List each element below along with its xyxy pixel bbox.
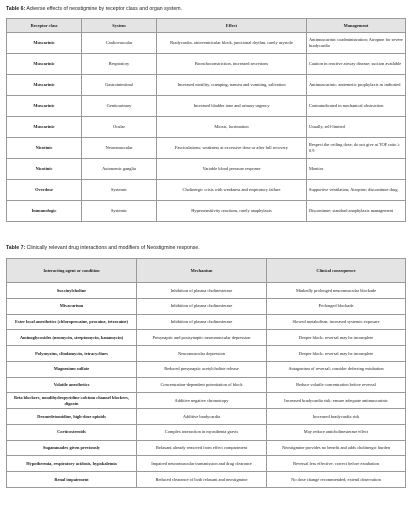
- table7-row: [7, 393, 406, 409]
- system-cell: Systemic: [82, 201, 157, 222]
- table7-row: [7, 440, 406, 456]
- effect-cell: Increased bladder tone and urinary urgency: [157, 96, 307, 117]
- receptor-class-cell: Overdose: [7, 180, 82, 201]
- table7-caption-text: Clinically relevant drug interactions and modifiers of Neostigmine response.: [25, 245, 200, 251]
- consequence-cell: Increased bradycardia risk; ensure adequate antimuscarinic: [267, 393, 406, 409]
- mechanism-cell: Concentration-dependent potentiation of block: [137, 377, 267, 393]
- mechanism-cell: Inhibition of plasma cholinesterase: [137, 314, 267, 330]
- consequence-cell: Deeper block; reversal may be incomplete: [267, 346, 406, 362]
- effect-cell: Bronchoconstriction, increased secretions: [157, 54, 307, 75]
- table6-header-cell: Management: [307, 19, 406, 33]
- receptor-class-cell: Nicotinic: [7, 159, 82, 180]
- consequence-cell: Reduce volatile concentration before reversal: [267, 377, 406, 393]
- agent-cell: Mivacurium: [7, 298, 137, 314]
- agent-cell: Dexmedetomidine, high-dose opioids: [7, 409, 137, 425]
- system-cell: Ocular: [82, 117, 157, 138]
- table6-header-row: [7, 19, 406, 33]
- agent-cell: Volatile anesthetics: [7, 377, 137, 393]
- agent-cell: Ester local anesthetics (chloroprocaine, procaine, tetracaine): [7, 314, 137, 330]
- table7-row: [7, 346, 406, 362]
- adverse-effects-table: [6, 18, 406, 222]
- management-cell: Caution in reactive airway disease; suction available: [307, 54, 406, 75]
- effect-cell: Increased motility, cramping, nausea and vomiting, salivation: [157, 75, 307, 96]
- table6-row: [7, 75, 406, 96]
- table6-header-cell: Receptor class: [7, 19, 82, 33]
- agent-cell: Succinylcholine: [7, 283, 137, 299]
- mechanism-cell: Inhibition of plasma cholinesterase: [137, 283, 267, 299]
- receptor-class-cell: Muscarinic: [7, 117, 82, 138]
- consequence-cell: Prolonged blockade: [267, 298, 406, 314]
- system-cell: Neuromuscular: [82, 138, 157, 159]
- table6-caption-text: Adverse effects of neostigmine by receptor class and organ system.: [25, 6, 182, 12]
- effect-cell: Miosis, lacrimation: [157, 117, 307, 138]
- mechanism-cell: Presynaptic and postsynaptic neuromuscular depression: [137, 330, 267, 346]
- table6-caption: [6, 6, 182, 12]
- agent-cell: Beta blockers, nondihydropyridine calcium channel blockers, digoxin: [7, 393, 137, 409]
- receptor-class-cell: Muscarinic: [7, 75, 82, 96]
- table6-row: [7, 96, 406, 117]
- table7-row: [7, 330, 406, 346]
- receptor-class-cell: Muscarinic: [7, 96, 82, 117]
- agent-cell: Magnesium sulfate: [7, 361, 137, 377]
- table7-caption: [6, 245, 200, 251]
- agent-cell: Hypothermia, respiratory acidosis, hypokalemia: [7, 456, 137, 472]
- consequence-cell: Deeper block; reversal may be incomplete: [267, 330, 406, 346]
- effect-cell: Cholinergic crisis with weakness and respiratory failure: [157, 180, 307, 201]
- mechanism-cell: Additive negative chronotropy: [137, 393, 267, 409]
- management-cell: Contraindicated in mechanical obstruction: [307, 96, 406, 117]
- receptor-class-cell: Immunologic: [7, 201, 82, 222]
- effect-cell: Bradycardia, atrioventricular block, junctional rhythm, rarely asystole: [157, 33, 307, 54]
- effect-cell: Fasciculations; weakness at excessive dose or after full recovery: [157, 138, 307, 159]
- agent-cell: Renal impairment: [7, 472, 137, 488]
- effect-cell: Variable blood pressure response: [157, 159, 307, 180]
- management-cell: Antimuscarinic; antiemetic prophylaxis as indicated: [307, 75, 406, 96]
- table7-header-cell: Clinical consequence: [267, 259, 406, 283]
- table7-row: [7, 361, 406, 377]
- table7-row: [7, 472, 406, 488]
- consequence-cell: Markedly prolonged neuromuscular blockade: [267, 283, 406, 299]
- management-cell: Supportive ventilation; Atropine; discontinue drug: [307, 180, 406, 201]
- table7-row: [7, 409, 406, 425]
- table7-row: [7, 314, 406, 330]
- effect-cell: Hypersensitivity reactions, rarely anaphylaxis: [157, 201, 307, 222]
- table7-header-row: [7, 259, 406, 283]
- table6-row: [7, 159, 406, 180]
- table6-header-cell: Effect: [157, 19, 307, 33]
- table6-row: [7, 180, 406, 201]
- table7-row: [7, 456, 406, 472]
- table7-row: [7, 377, 406, 393]
- mechanism-cell: Impaired neuromuscular transmission and drug clearance: [137, 456, 267, 472]
- management-cell: Discontinue; standard anaphylaxis management: [307, 201, 406, 222]
- mechanism-cell: Neuromuscular depression: [137, 346, 267, 362]
- mechanism-cell: Complex interaction in myasthenia gravis: [137, 424, 267, 440]
- table6-row: [7, 117, 406, 138]
- receptor-class-cell: Muscarinic: [7, 54, 82, 75]
- table6-row: [7, 138, 406, 159]
- consequence-cell: No dose change recommended; extend observation: [267, 472, 406, 488]
- receptor-class-cell: Nicotinic: [7, 138, 82, 159]
- consequence-cell: May reduce anticholinesterase effect: [267, 424, 406, 440]
- system-cell: Systemic: [82, 180, 157, 201]
- consequence-cell: Neostigmine provides no benefit and adds cholinergic burden: [267, 440, 406, 456]
- consequence-cell: Antagonism of reversal; consider deferring extubation: [267, 361, 406, 377]
- mechanism-cell: Additive bradycardia: [137, 409, 267, 425]
- table7-row: [7, 298, 406, 314]
- drug-interactions-table: [6, 258, 406, 488]
- consequence-cell: Increased bradycardia risk: [267, 409, 406, 425]
- mechanism-cell: Relaxant already removed from effect compartment: [137, 440, 267, 456]
- table7-header-cell: Interacting agent or condition: [7, 259, 137, 283]
- mechanism-cell: Reduced clearance of both relaxant and neostigmine: [137, 472, 267, 488]
- agent-cell: Polymyxins, clindamycin, tetracyclines: [7, 346, 137, 362]
- management-cell: Antimuscarinic coadministration; Atropine for severe bradycardia: [307, 33, 406, 54]
- agent-cell: Corticosteroids: [7, 424, 137, 440]
- table7-row: [7, 283, 406, 299]
- management-cell: Respect the ceiling dose; do not give at TOF ratio ≥ 0.9: [307, 138, 406, 159]
- table7-header-cell: Mechanism: [137, 259, 267, 283]
- table7-caption-label: Table 7:: [6, 245, 26, 251]
- mechanism-cell: Inhibition of plasma cholinesterase: [137, 298, 267, 314]
- management-cell: Usually, self-limited: [307, 117, 406, 138]
- agent-cell: Sugammadex given previously: [7, 440, 137, 456]
- management-cell: Monitor: [307, 159, 406, 180]
- table6-header-cell: System: [82, 19, 157, 33]
- system-cell: Autonomic ganglia: [82, 159, 157, 180]
- system-cell: Genitourinary: [82, 96, 157, 117]
- mechanism-cell: Reduced presynaptic acetylcholine release: [137, 361, 267, 377]
- consequence-cell: Reversal less effective; correct before extubation: [267, 456, 406, 472]
- table6-caption-label: Table 6:: [6, 6, 26, 12]
- agent-cell: Aminoglycosides (neomycin, streptomycin, kanamycin): [7, 330, 137, 346]
- system-cell: Gastrointestinal: [82, 75, 157, 96]
- table6-row: [7, 201, 406, 222]
- table6-row: [7, 54, 406, 75]
- system-cell: Respiratory: [82, 54, 157, 75]
- system-cell: Cardiovascular: [82, 33, 157, 54]
- consequence-cell: Slowed metabolism; increased systemic exposure: [267, 314, 406, 330]
- table7-row: [7, 424, 406, 440]
- receptor-class-cell: Muscarinic: [7, 33, 82, 54]
- table6-row: [7, 33, 406, 54]
